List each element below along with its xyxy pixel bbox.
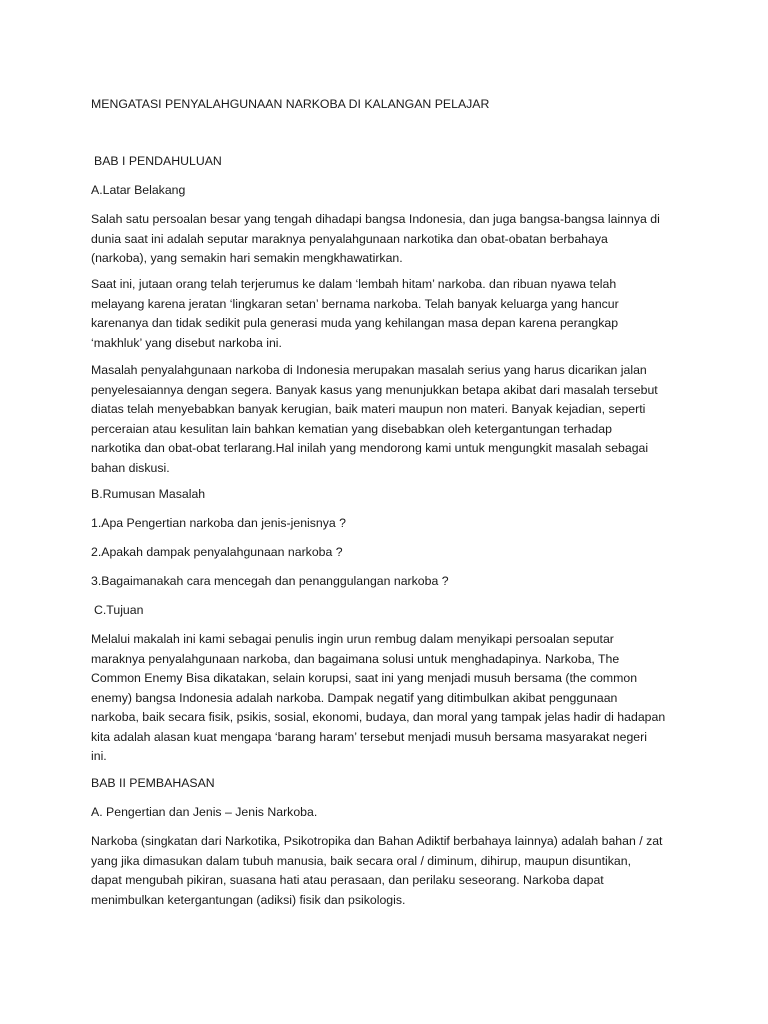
- section-c-heading: C.Tujuan: [94, 603, 144, 617]
- bab1-heading: BAB I PENDAHULUAN: [94, 154, 222, 168]
- paragraph-line: dapat mengubah pikiran, suasana hati atau perasaan, dan perilaku seseorang. Narkoba dapat: [91, 873, 604, 887]
- paragraph-2: [91, 275, 619, 353]
- section-a-heading: A.Latar Belakang: [91, 183, 186, 197]
- paragraph-line: yang jika dimasukan dalam tubuh manusia, baik secara oral / diminum, dihirup, maupun disuntikan,: [91, 853, 631, 868]
- paragraph-line: narkotika dan obat-obat terlarang.Hal inilah yang mendorong kami untuk mengungkit masalah sebagai: [91, 441, 649, 455]
- section-a2-heading: A. Pengertian dan Jenis – Jenis Narkoba.: [91, 805, 318, 819]
- paragraph-line: melayang karena jeratan ‘lingkaran setan’ bernama narkoba. Telah banyak keluarga yang hancur: [91, 296, 619, 311]
- paragraph-line: Masalah penyalahgunaan narkoba di Indonesia merupakan masalah serius yang harus dicarikan jalan: [91, 363, 647, 377]
- paragraph-4: [91, 630, 665, 767]
- document-title: MENGATASI PENYALAHGUNAAN NARKOBA DI KALANGAN PELAJAR: [91, 97, 490, 111]
- paragraph-5: [91, 832, 662, 910]
- paragraph-line: maraknya penyalahgunaan narkoba, dan bagaimana solusi untuk menghadapinya. Narkoba, The: [91, 651, 620, 666]
- section-b-heading: B.Rumusan Masalah: [91, 487, 206, 501]
- paragraph-line: (narkoba), yang semakin hari semakin mengkhawatirkan.: [91, 251, 403, 265]
- paragraph-line: diatas telah menyebabkan banyak kerugian, baik materi maupun non materi. Banyak kejadian, seperti: [91, 402, 646, 416]
- paragraph-line: enemy) bangsa Indonesia adalah narkoba. Dampak negatif yang ditimbulkan akibat penggunaan: [91, 690, 618, 705]
- question-2: 2.Apakah dampak penyalahgunaan narkoba ?: [91, 545, 343, 559]
- paragraph-line: Saat ini, jutaan orang telah terjerumus ke dalam ‘lembah hitam’ narkoba. dan ribuan nyawa telah: [91, 277, 617, 291]
- paragraph-line: narkoba, baik secara fisik, psikis, sosial, ekonomi, budaya, dan moral yang tampak jelas hadir di hadapan: [91, 710, 666, 724]
- question-3: 3.Bagaimanakah cara mencegah dan penanggulangan narkoba ?: [91, 574, 449, 588]
- paragraph-line: Melalui makalah ini kami sebagai penulis ingin urun rembug dalam menyikapi persoalan seputar: [91, 632, 614, 646]
- question-1: 1.Apa Pengertian narkoba dan jenis-jenisnya ?: [91, 516, 346, 530]
- paragraph-line: perceraian atau kesulitan lain bahkan kematian yang disebabkan oleh ketergantungan terhadap: [91, 421, 612, 436]
- paragraph-line: menimbulkan ketergantungan (adiksi) fisik dan psikologis.: [91, 892, 406, 907]
- paragraph-1: [91, 210, 660, 269]
- paragraph-line: karenanya dan tidak sedikit pula generasi muda yang kehilangan masa depan karena perangkap: [91, 316, 619, 330]
- paragraph-line: kita adalah alasan kuat mengapa ‘barang haram’ tersebut menjadi musuh bersama masyarakat negeri: [91, 729, 647, 744]
- paragraph-line: Salah satu persoalan besar yang tengah dihadapi bangsa Indonesia, dan juga bangsa-bangsa lainnya di: [91, 212, 660, 226]
- paragraph-line: bahan diskusi.: [91, 460, 170, 475]
- paragraph-line: Common Enemy Bisa dikatakan, selain korupsi, saat ini yang menjadi musuh bersama (the common: [91, 671, 638, 685]
- paragraph-line: dunia saat ini adalah seputar maraknya penyalahgunaan narkotika dan obat-obatan berbahaya: [91, 231, 608, 246]
- paragraph-line: ini.: [91, 749, 107, 763]
- paragraph-line: Narkoba (singkatan dari Narkotika, Psikotropika dan Bahan Adiktif berbahaya lainnya) adalah bahan / zat: [91, 834, 663, 848]
- bab2-heading: BAB II PEMBAHASAN: [91, 776, 215, 790]
- paragraph-3: [91, 361, 658, 478]
- paragraph-line: penyelesaiannya dengan segera. Banyak kasus yang menunjukkan betapa akibat dari masalah tersebut: [91, 382, 658, 397]
- paragraph-line: ‘makhluk’ yang disebut narkoba ini.: [91, 335, 282, 350]
